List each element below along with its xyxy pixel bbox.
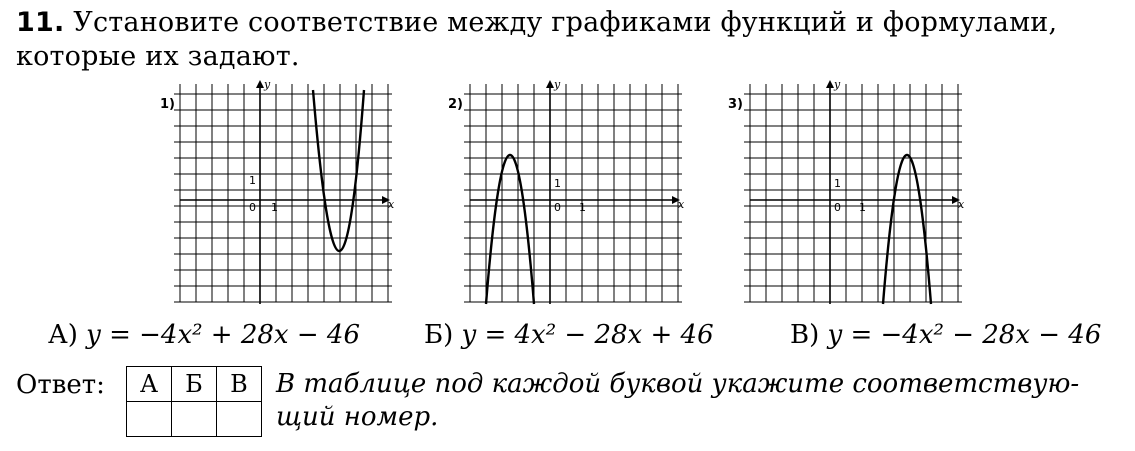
answer-header-c: В — [217, 367, 262, 402]
graph-2-curve — [486, 155, 534, 304]
formula-a — [48, 320, 360, 350]
instruction-note — [276, 368, 1126, 434]
answer-cell-a[interactable] — [127, 402, 172, 437]
graph-1-origin: 0 — [249, 201, 256, 214]
instruction-note-line2: щий номер. — [276, 402, 439, 432]
problem-statement — [16, 6, 1126, 74]
graph-3-y-label: y — [834, 78, 841, 91]
graph-1-tick-one-x: 1 — [271, 201, 278, 214]
graph-2-label: 2) — [448, 97, 463, 112]
graph-1-y-label: y — [264, 78, 271, 91]
graph-3-origin: 0 — [834, 201, 841, 214]
graph-2-origin: 0 — [554, 201, 561, 214]
answer-table — [126, 366, 262, 437]
graph-1-grid — [174, 84, 392, 302]
graph-3 — [720, 78, 970, 306]
formula-b-letter: Б) — [424, 320, 454, 350]
formula-a-letter: А) — [48, 320, 78, 350]
formula-c — [790, 320, 1101, 350]
graph-2 — [440, 78, 690, 306]
formula-b-expression: y = 4x² − 28x + 46 — [461, 320, 714, 350]
graph-1-label: 1) — [160, 97, 175, 112]
instruction-note-line1: В таблице под каждой буквой укажите соответствую- — [276, 369, 1080, 399]
graph-3-tick-one-x: 1 — [859, 201, 866, 214]
answer-input-row — [127, 402, 262, 437]
graph-1-x-label: x — [388, 198, 395, 211]
formula-b — [424, 320, 714, 350]
graph-2-y-label: y — [554, 78, 561, 91]
graph-2-x-label: x — [678, 198, 685, 211]
formula-c-expression: y = −4x² − 28x − 46 — [827, 320, 1102, 350]
formula-c-letter: В) — [790, 320, 820, 350]
graph-2-tick-one: 1 — [554, 177, 561, 190]
answer-cell-b[interactable] — [172, 402, 217, 437]
problem-text-line1: Установите соответствие между графиками функций и формулами, — [73, 7, 1058, 38]
problem-text-line2: которые их задают. — [16, 41, 300, 72]
formula-a-expression: y = −4x² + 28x − 46 — [86, 320, 360, 350]
graph-2-grid — [464, 84, 682, 302]
graph-1 — [150, 78, 400, 306]
graph-3-curve — [883, 155, 931, 304]
graph-2-tick-one-x: 1 — [579, 201, 586, 214]
graph-1-tick-one: 1 — [249, 174, 256, 187]
graph-3-tick-one: 1 — [834, 177, 841, 190]
graph-3-x-label: x — [958, 198, 965, 211]
graph-3-label: 3) — [728, 97, 743, 112]
answer-header-b: Б — [172, 367, 217, 402]
problem-number: 11. — [16, 7, 65, 38]
answer-label: Ответ: — [16, 370, 105, 400]
answer-header-row — [127, 367, 262, 402]
graph-3-grid — [744, 84, 962, 302]
answer-cell-c[interactable] — [217, 402, 262, 437]
answer-header-a: А — [127, 367, 172, 402]
